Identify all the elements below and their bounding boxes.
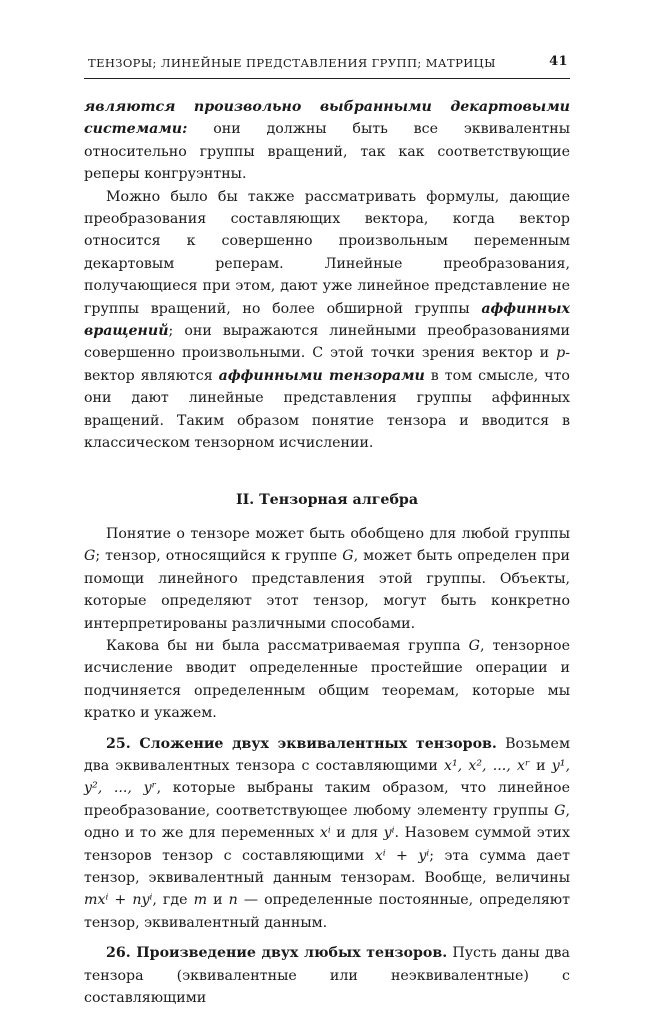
page-number: 41 (549, 54, 568, 69)
paragraph: 25. Сложение двух эквивалентных тензоров. Возьмем два эквивалентных тензора с составляющими x¹, x², ..., xʳ и y¹, y², ..., yʳ, которые выбраны таким образом, что линейное преобразование, соответствующее любому элементу группы G, одно и то же для переменных xⁱ и для yⁱ. Назовем суммой этих тензоров тензор с составляющими xⁱ + yⁱ; эта сумма дает тензор, эквивалентный данным тензорам. Вообще, величины mxⁱ + nyⁱ, где m и n — определенные постоянные, определяют тензор, эквивалентный данным. (84, 735, 571, 931)
section-heading: II. Тензорная алгебра (235, 491, 419, 508)
running-title: ТЕНЗОРЫ; ЛИНЕЙНЫЕ ПРЕДСТАВЛЕНИЯ ГРУПП; МАТРИЦЫ (88, 56, 496, 70)
paragraph: Можно было бы также рассматривать формулы, дающие преобразования составляющих вектора, когда вектор относится к совершенно произвольным переменным декартовым реперам. Линейные преобразования, получающиеся при этом, дают уже линейное представление не группы вращений, но более обширной группы аффинных вращений; они выражаются линейными преобразованиями совершенно произвольными. С этой точки зрения вектор и p-вектор являются аффинными тензорами в том смысле, что они дают линейные представления группы аффинных вращений. Таким образом понятие тензора и вводится в классическом тензорном исчислении. (84, 188, 570, 452)
paragraph: Какова бы ни была рассматриваемая группа G, тензорное исчисление вводит определенные простейшие операции и подчиняется определенным общим теоремам, которые мы кратко и укажем. (84, 637, 570, 722)
paragraph: 26. Произведение двух любых тензоров. Пусть даны два тензора (эквивалентные или неэквивалентные) с составляющими (84, 945, 570, 1007)
body-text (84, 96, 570, 1009)
running-header (88, 52, 568, 74)
header-rule (84, 78, 570, 79)
paragraph: Понятие о тензоре может быть обобщено для любой группы G; тензор, относящийся к группе G, может быть определен при помощи линейного представления этой группы. Объекты, которые определяют этот тензор, могут быть конкретно интерпретированы различными способами. (84, 525, 570, 632)
subsection-lead: 25. Сложение двух эквивалентных тензоров. (106, 735, 497, 752)
paragraph: являются произвольно выбранными декартовыми системами: они должны быть все эквивалентны относительно группы вращений, так как соответствующие реперы конгруэнтны. (84, 99, 570, 183)
subsection-lead: 26. Произведение двух любых тензоров. (106, 945, 448, 962)
